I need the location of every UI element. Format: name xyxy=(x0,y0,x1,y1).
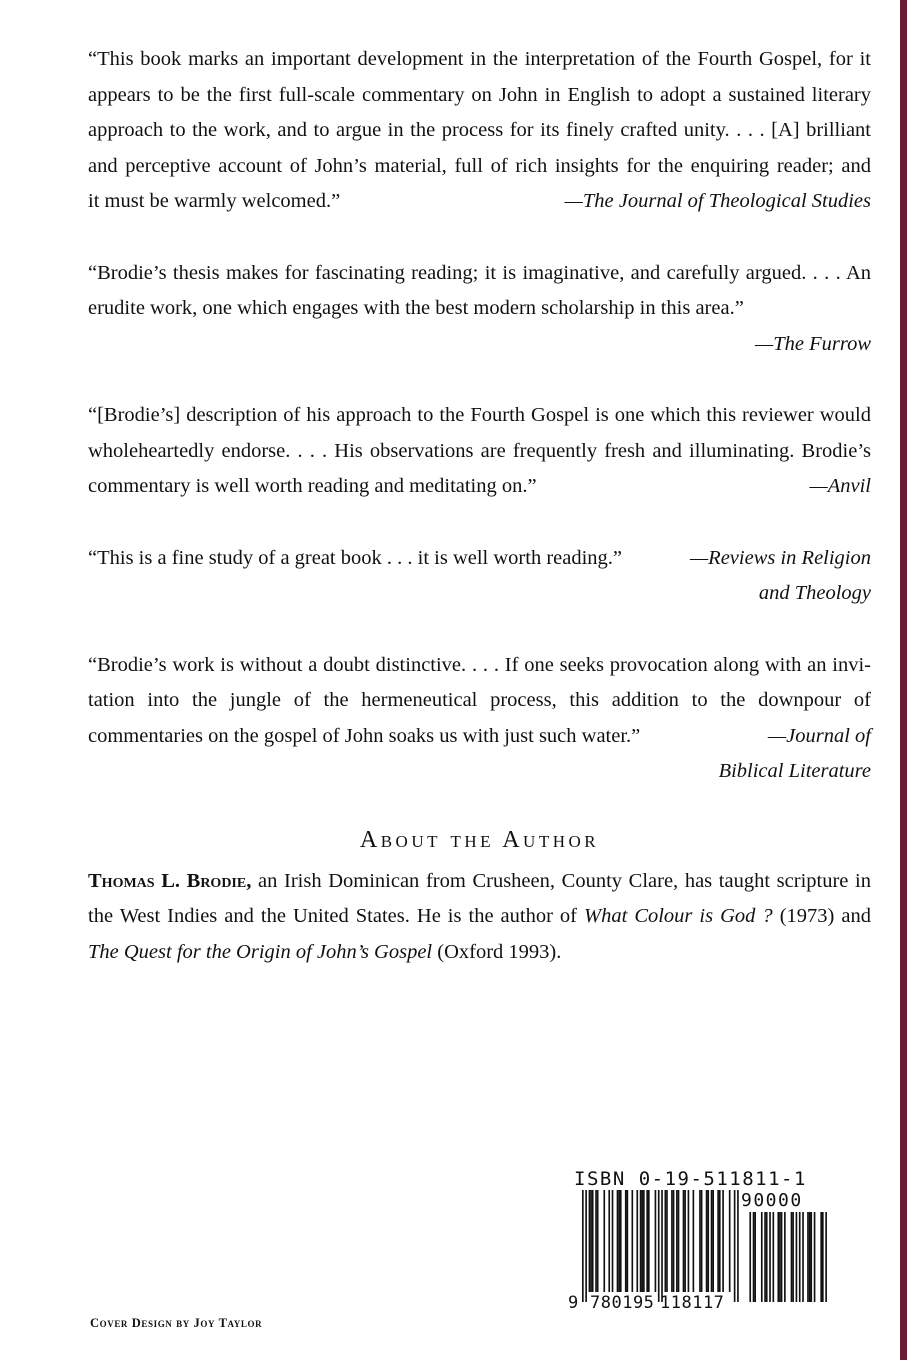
review-line: “Brodie’s thesis makes for fascinating reading; it is imaginative, and carefully argued. . . . An xyxy=(88,261,871,284)
review-source: —Anvil xyxy=(809,475,871,497)
barcode-bar xyxy=(590,1190,592,1292)
isbn-label: ISBN 0-19-511811-1 xyxy=(574,1168,807,1190)
barcode-bar xyxy=(617,1190,619,1292)
bio-text: (1973) and xyxy=(772,905,871,927)
barcode-bar xyxy=(665,1190,667,1292)
barcode-bar xyxy=(666,1190,668,1292)
barcode-bar xyxy=(737,1190,739,1302)
bio-text: (Oxford 1993). xyxy=(432,940,562,963)
book-title: What Colour is God ? xyxy=(584,905,773,927)
barcode-bar xyxy=(643,1190,645,1292)
barcode-bar xyxy=(658,1190,660,1302)
review-line: “This is a fine study of a great book . . . it is well worth reading.” xyxy=(88,546,623,569)
addon-bar xyxy=(761,1212,763,1302)
addon-bar xyxy=(764,1212,766,1302)
barcode-bar xyxy=(618,1190,620,1292)
addon-bar xyxy=(791,1212,793,1302)
barcode-bar xyxy=(632,1190,634,1292)
addon-bar xyxy=(784,1212,786,1302)
review-source-continued: Biblical Literature xyxy=(718,760,871,782)
review-line-with-source xyxy=(88,184,871,220)
review-line: “This book marks an important development in the interpretation of the Fourth Gospel, for it xyxy=(88,48,871,70)
barcode-bar xyxy=(585,1190,587,1302)
addon-bar xyxy=(796,1212,798,1302)
barcode-bar xyxy=(655,1190,657,1292)
addon-bar xyxy=(766,1212,768,1302)
barcode-bar xyxy=(699,1190,701,1292)
review-line: approach to the work, and to argue in the process for its finely crafted unity. . . . [A] brilliant xyxy=(88,119,871,141)
book-title: The Quest for the Origin of John’s Gospel xyxy=(88,940,433,963)
about-heading: About the Author xyxy=(359,826,600,853)
addon-bar xyxy=(749,1212,751,1302)
barcode-bar xyxy=(627,1190,629,1292)
barcode-bar xyxy=(582,1190,584,1302)
barcode-bar xyxy=(688,1190,690,1292)
barcode-bar xyxy=(640,1190,642,1292)
review-journal-biblical-literature xyxy=(88,648,871,790)
barcode-bar xyxy=(678,1190,680,1292)
addon-bar xyxy=(799,1212,801,1302)
barcode-bar xyxy=(620,1190,622,1292)
author-bio xyxy=(88,864,871,971)
barcode-bar xyxy=(734,1190,736,1302)
review-source: —Journal of xyxy=(767,724,871,747)
barcode-bar xyxy=(641,1190,643,1292)
addon-bar xyxy=(792,1212,794,1302)
review-line: commentary is well worth reading and meditating on.” xyxy=(88,475,537,497)
review-line: wholeheartedly endorse. . . . His observations are frequently fresh and illuminating. Brodie’s xyxy=(88,439,871,462)
addon-bar xyxy=(809,1212,811,1302)
barcode-bar xyxy=(712,1190,714,1292)
review-line: erudite work, one which engages with the best modern scholarship in this area.” xyxy=(88,297,744,319)
addon-bar xyxy=(820,1212,822,1302)
barcode-bar xyxy=(636,1190,638,1292)
review-journal-theological-studies xyxy=(88,42,871,220)
barcode-bar xyxy=(673,1190,675,1292)
isbn-barcode xyxy=(568,1168,830,1318)
review-line-with-source xyxy=(88,541,871,577)
review-source: —The Journal of Theological Studies xyxy=(564,190,871,212)
barcode-bar xyxy=(595,1190,597,1292)
addon-bar xyxy=(814,1212,816,1302)
barcode-bar xyxy=(706,1190,708,1292)
barcode-bar xyxy=(625,1190,627,1292)
bio-text: an Irish Dominican from Crusheen, County Clare, has taught scripture in the West Indies and the United States. He is the author of xyxy=(88,869,871,927)
author-name: Thomas L. Brodie, xyxy=(88,869,252,892)
barcode-bar xyxy=(683,1190,685,1292)
barcode-digit-first: 9 xyxy=(568,1293,579,1313)
review-anvil xyxy=(88,398,871,505)
addon-bar xyxy=(822,1212,824,1302)
barcode-bar xyxy=(729,1190,731,1292)
addon-bar xyxy=(810,1212,812,1302)
review-line: and perceptive account of John’s material, full of rich insights for the enquiring reader; and xyxy=(88,154,871,177)
review-line: appears to be the first full-scale commentary on John in English to adopt a sustained literary xyxy=(88,83,871,106)
barcode-bar xyxy=(612,1190,614,1292)
spine-edge xyxy=(900,0,907,1360)
addon-bar xyxy=(773,1212,775,1302)
review-line: tation into the jungle of the hermeneutical process, this addition to the downpour of xyxy=(88,689,871,711)
review-the-furrow xyxy=(88,256,871,363)
addon-bar xyxy=(753,1212,755,1302)
review-line: “Brodie’s work is without a doubt distinctive. . . . If one seeks provocation along with an invi- xyxy=(88,653,871,676)
review-source: —The Furrow xyxy=(755,332,871,355)
review-line: “[Brodie’s] description of his approach to the Fourth Gospel is one which this reviewer would xyxy=(88,404,871,426)
barcode-bar xyxy=(671,1190,673,1292)
barcode-bar xyxy=(589,1190,591,1292)
review-line: commentaries on the gospel of John soaks us with just such water.” xyxy=(88,724,641,747)
barcode-bar xyxy=(707,1190,709,1292)
barcode-bar xyxy=(684,1190,686,1292)
barcode-bar xyxy=(711,1190,713,1292)
barcode-bar xyxy=(717,1190,719,1292)
barcode-bar xyxy=(597,1190,599,1292)
addon-bar xyxy=(807,1212,809,1302)
barcode-bar xyxy=(693,1190,695,1292)
barcode-bar xyxy=(676,1190,678,1292)
addon-bar xyxy=(769,1212,771,1302)
addon-bar xyxy=(781,1212,783,1302)
addon-bar xyxy=(754,1212,756,1302)
barcode-digits-right: 118117 xyxy=(660,1293,725,1313)
review-line-with-source xyxy=(88,469,871,505)
barcode-bar xyxy=(722,1190,724,1292)
barcode-bar xyxy=(646,1190,648,1292)
review-reviews-in-religion xyxy=(88,541,871,612)
price-code: 90000 xyxy=(741,1190,803,1211)
barcode-bar xyxy=(648,1190,650,1292)
barcode-bar xyxy=(719,1190,721,1292)
review-source-continued: and Theology xyxy=(758,582,871,604)
addon-bar xyxy=(779,1212,781,1302)
review-line-with-source xyxy=(88,719,871,755)
barcode-bar xyxy=(661,1190,663,1302)
addon-bar xyxy=(825,1212,827,1302)
barcode-bar xyxy=(592,1190,594,1292)
barcode-bar xyxy=(701,1190,703,1292)
barcode-bar xyxy=(603,1190,605,1292)
barcode-digits-left: 780195 xyxy=(590,1293,655,1313)
cover-design-credit: Cover Design by Joy Taylor xyxy=(90,1316,263,1330)
review-line: it must be warmly welcomed.” xyxy=(88,190,341,212)
barcode-bar xyxy=(608,1190,610,1292)
back-cover-text xyxy=(88,42,871,970)
addon-bar xyxy=(802,1212,804,1302)
addon-bar xyxy=(777,1212,779,1302)
review-source: —Reviews in Religion xyxy=(689,546,871,569)
